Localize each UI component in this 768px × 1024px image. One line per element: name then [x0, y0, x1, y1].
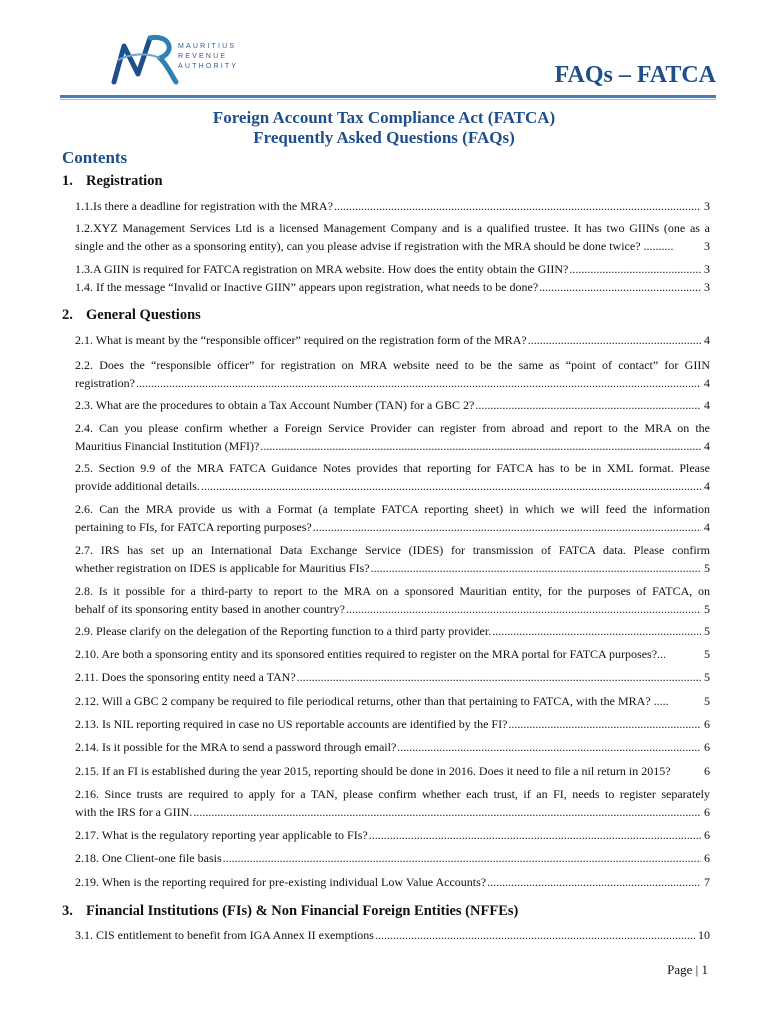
toc-entry[interactable]: [75, 331, 710, 349]
toc-page-number: 6: [704, 805, 710, 819]
toc-entry-text: 2.3. What are the procedures to obtain a Tax Account Number (TAN) for a GBC 2?: [75, 398, 475, 412]
logo-line: MAURITIUS: [178, 43, 237, 50]
document-title-line2: Frequently Asked Questions (FAQs): [253, 128, 515, 147]
toc-entry[interactable]: [75, 715, 710, 733]
toc-entry-text: 2.14. Is it possible for the MRA to send a password through email?: [75, 740, 397, 754]
toc-entry-text: 2.6. Can the MRA provide us with a Format (a template FATCA reporting sheet) in which we will feed the information: [75, 502, 710, 516]
toc-entry-text: 2.18. One Client-one file basis: [75, 851, 222, 865]
toc-entry[interactable]: [75, 419, 710, 455]
toc-entry-text: provide additional details.: [75, 479, 200, 493]
toc-entry-text: pertaining to FIs, for FATCA reporting purposes?: [75, 520, 312, 534]
page-number-footer: Page | 1: [667, 962, 708, 977]
page-header: [0, 0, 768, 100]
contents-heading: Contents: [62, 148, 128, 167]
toc-entry-text: whether registration on IDES is applicable for Mauritius FIs?: [75, 561, 370, 575]
toc-entry-text: 2.1. What is meant by the “responsible officer” required on the registration form of the MRA?: [75, 333, 527, 347]
section-title: General Questions: [86, 307, 201, 323]
toc-page-number: 5: [704, 602, 710, 616]
toc-entry-text: with the IRS for a GIIN.: [75, 805, 193, 819]
toc-entry-text: 2.16. Since trusts are required to apply for a TAN, please confirm whether each trust, if an FI, needs to register separately: [75, 787, 710, 801]
toc-entry[interactable]: [75, 197, 710, 215]
toc-entry[interactable]: [75, 500, 710, 536]
toc-entry-text: 2.9. Please clarify on the delegation of the Reporting function to a third party provider.: [75, 624, 492, 638]
toc-entry-text: 2.17. What is the regulatory reporting year applicable to FIs?: [75, 828, 368, 842]
toc-entry-text: 1.2.XYZ Management Services Ltd is a licensed Management Company and is a qualified trustee. It has two GIINs (one as a: [75, 221, 710, 235]
toc-entry[interactable]: [75, 219, 710, 255]
toc-page-number: 5: [704, 624, 710, 638]
toc-page-number: 3: [704, 239, 710, 253]
toc-page-number: 4: [704, 333, 710, 347]
toc-entry-text: 2.10. Are both a sponsoring entity and its sponsored entities required to register on the MRA portal for FATCA purposes?...: [75, 647, 667, 661]
toc-entry-text: 3.1. CIS entitlement to benefit from IGA Annex II exemptions: [75, 928, 374, 942]
toc-page-number: 4: [704, 376, 710, 390]
section-heading-general-questions: [62, 307, 201, 324]
toc-entry-text: Mauritius Financial Institution (MFI)?: [75, 439, 260, 453]
toc-page-number: 4: [704, 439, 710, 453]
toc-page-number: 6: [704, 851, 710, 865]
toc-entry[interactable]: [75, 926, 710, 944]
toc-page-number: 6: [704, 764, 710, 778]
header-title: FAQs – FATCA: [554, 62, 716, 88]
toc-entry[interactable]: [75, 668, 710, 686]
toc-entry-text: 2.19. When is the reporting required for pre-existing individual Low Value Accounts?: [75, 875, 487, 889]
toc-entry[interactable]: [75, 622, 710, 640]
toc-entry-text: single and the other as a sponsoring entity), can you please advise if registration with the MRA should be done twice? ..........: [75, 239, 674, 253]
header-rule-thin: [60, 99, 716, 100]
toc-page-number: 4: [704, 520, 710, 534]
toc-entry[interactable]: [75, 692, 710, 710]
toc-entry-text: 2.13. Is NIL reporting required in case no US reportable accounts are identified by the FI?: [75, 717, 508, 731]
toc-entry-text: registration?: [75, 376, 135, 390]
toc-entry-text: behalf of its sponsoring entity based in another country?: [75, 602, 345, 616]
toc-entry-text: 2.2. Does the “responsible officer” for registration on MRA website need to be the same as “point of contact” for GIIN: [75, 358, 710, 372]
toc-entry[interactable]: [75, 738, 710, 756]
toc-page-number: 5: [704, 694, 710, 708]
toc-entry-text: 2.11. Does the sponsoring entity need a TAN?: [75, 670, 296, 684]
toc-page-number: 4: [704, 479, 710, 493]
toc-entry-text: 1.1.Is there a deadline for registration with the MRA?: [75, 199, 333, 213]
toc-entry-text: 2.4. Can you please confirm whether a Foreign Service Provider can register from abroad and report to the MRA on the: [75, 421, 710, 435]
section-title: Financial Institutions (FIs) & Non Financial Foreign Entities (NFFEs): [86, 903, 519, 919]
toc-entry-text: 1.3.A GIIN is required for FATCA registration on MRA website. How does the entity obtain the GIIN?: [75, 262, 569, 276]
section-title: Registration: [86, 173, 163, 189]
toc-entry[interactable]: [75, 826, 710, 844]
section-number: 2.: [62, 307, 73, 323]
toc-entry[interactable]: [75, 278, 710, 296]
toc-page-number: 3: [704, 280, 710, 294]
toc-entry[interactable]: [75, 396, 710, 414]
toc-entry[interactable]: [75, 762, 710, 780]
logo-line: REVENUE: [178, 53, 228, 60]
toc-page-number: 5: [704, 561, 710, 575]
toc-entry[interactable]: [75, 459, 710, 495]
header-rule: [60, 95, 716, 98]
toc-page-number: 5: [704, 670, 710, 684]
toc-page-number: 3: [704, 262, 710, 276]
document-title-line1: Foreign Account Tax Compliance Act (FATCA): [212, 108, 556, 127]
logo-line: AUTHORITY: [178, 63, 239, 70]
logo-wordmark: [178, 42, 238, 72]
section-heading-registration: [62, 173, 163, 190]
toc-entry[interactable]: [75, 260, 710, 278]
toc-page-number: 6: [704, 717, 710, 731]
toc-entry[interactable]: [75, 873, 710, 891]
toc-entry[interactable]: [75, 582, 710, 618]
toc-page-number: 7: [704, 875, 710, 889]
toc-entry-text: 1.4. If the message “Invalid or Inactive GIIN” appears upon registration, what needs to be done?: [75, 280, 539, 294]
toc-entry[interactable]: [75, 849, 710, 867]
section-number: 3.: [62, 903, 73, 919]
toc-page-number: 10: [698, 928, 710, 942]
section-heading-fis-nffes: [62, 903, 518, 920]
toc-entry[interactable]: [75, 785, 710, 821]
toc-entry[interactable]: [75, 356, 710, 392]
toc-page-number: 6: [704, 828, 710, 842]
toc-entry-text: 2.7. IRS has set up an International Data Exchange Service (IDES) for transmission of FATCA data. Please confirm: [75, 543, 710, 557]
section-number: 1.: [62, 173, 73, 189]
toc-page-number: 6: [704, 740, 710, 754]
toc-page-number: 5: [704, 647, 710, 661]
toc-entry-text: 2.12. Will a GBC 2 company be required to file periodical returns, other than that pertaining to FATCA, with the MRA? .....: [75, 694, 669, 708]
toc-entry-text: 2.5. Section 9.9 of the MRA FATCA Guidance Notes provides that reporting for FATCA has to be in XML format. Please: [75, 461, 710, 475]
toc-entry[interactable]: [75, 541, 710, 577]
toc-entry[interactable]: [75, 645, 710, 663]
toc-page-number: 3: [704, 199, 710, 213]
toc-entry-text: 2.8. Is it possible for a third-party to report to the MRA on a sponsored Mauritian entity, for the purposes of FATCA, on: [75, 584, 710, 598]
toc-page-number: 4: [704, 398, 710, 412]
toc-entry-text: 2.15. If an FI is established during the year 2015, reporting should be done in 2016. Does it need to file a nil return in 2015?: [75, 764, 671, 778]
